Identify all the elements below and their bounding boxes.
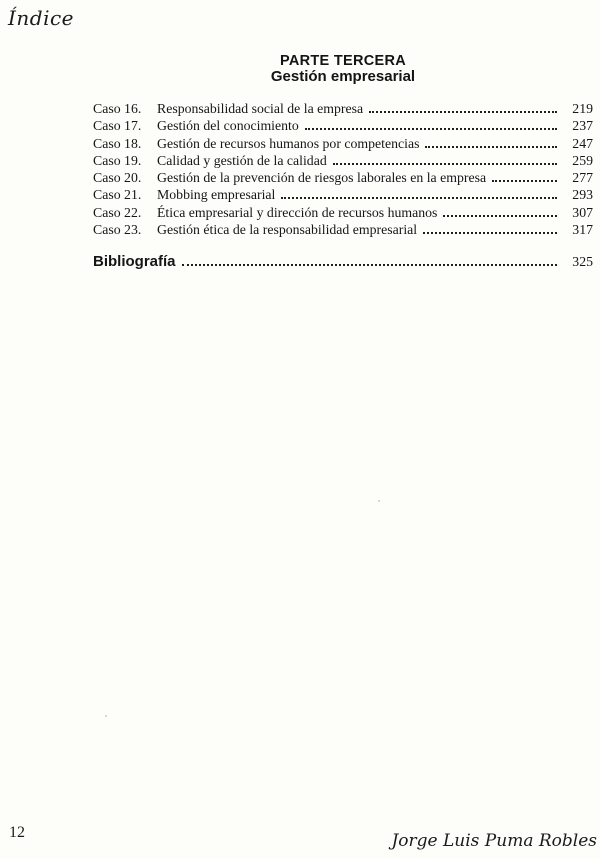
toc-entry-page: 277 <box>572 170 593 186</box>
bibliography-entry <box>93 253 593 270</box>
toc-entry-title: Gestión ética de la responsabilidad empresarial <box>157 222 418 238</box>
dot-leader <box>423 231 557 234</box>
toc-entry-label: Caso 19. <box>93 152 142 168</box>
dot-leader <box>333 162 557 165</box>
section-title: PARTE TERCERA <box>279 53 407 69</box>
toc-entry-label: Caso 23. <box>93 222 142 238</box>
toc-entry-title: Gestión de recursos humanos por competencias <box>157 135 420 151</box>
toc-entry-page: 259 <box>572 152 593 168</box>
toc-entry-label: Caso 18. <box>93 135 142 151</box>
dot-leader <box>182 263 557 266</box>
bibliography-page: 325 <box>572 254 593 269</box>
toc-entry-title: Gestión de la prevención de riesgos laborales en la empresa <box>157 170 487 186</box>
toc-entry-title: Responsabilidad social de la empresa <box>157 101 364 116</box>
toc-entry <box>93 152 593 169</box>
toc-entry <box>93 186 593 203</box>
scan-speck <box>378 500 380 502</box>
dot-leader <box>425 145 557 148</box>
toc-entry-label: Caso 17. <box>93 118 142 134</box>
section-heading <box>93 53 593 85</box>
page-number: 12 <box>9 824 25 841</box>
toc-entry-title: Mobbing empresarial <box>157 187 276 203</box>
toc-entry <box>93 100 593 117</box>
bibliography-label: Bibliografía <box>93 253 176 270</box>
toc-entry-title: Ética empresarial y dirección de recursos humanos <box>157 204 438 220</box>
toc-entry-page: 237 <box>572 118 593 134</box>
dot-leader <box>443 214 557 217</box>
toc-entry-page: 317 <box>572 222 593 238</box>
toc-entry-page: 293 <box>572 187 593 203</box>
toc-entry <box>93 204 593 221</box>
toc-entry-page: 247 <box>572 135 593 151</box>
toc-entry-title: Gestión del conocimiento <box>157 118 299 134</box>
toc-entry-label: Caso 21. <box>93 187 142 203</box>
toc-entry <box>93 135 593 152</box>
toc-entry-page: 219 <box>572 101 593 116</box>
dot-leader <box>492 179 557 182</box>
toc-entry <box>93 117 593 134</box>
toc-entry-label: Caso 22. <box>93 204 142 220</box>
toc-entry-label: Caso 16. <box>93 101 142 116</box>
table-of-contents <box>93 100 593 238</box>
dot-leader <box>305 127 557 130</box>
toc-entry-page: 307 <box>572 204 593 220</box>
section-subtitle: Gestión empresarial <box>270 68 416 85</box>
scan-speck <box>105 715 107 717</box>
author-name: Jorge Luis Puma Robles <box>391 831 597 851</box>
toc-entry-title: Calidad y gestión de la calidad <box>157 152 327 168</box>
dot-leader <box>369 110 557 113</box>
toc-entry-label: Caso 20. <box>93 170 142 186</box>
toc-entry <box>93 169 593 186</box>
dot-leader <box>281 196 557 199</box>
toc-entry <box>93 221 593 238</box>
running-head: Índice <box>8 6 75 30</box>
